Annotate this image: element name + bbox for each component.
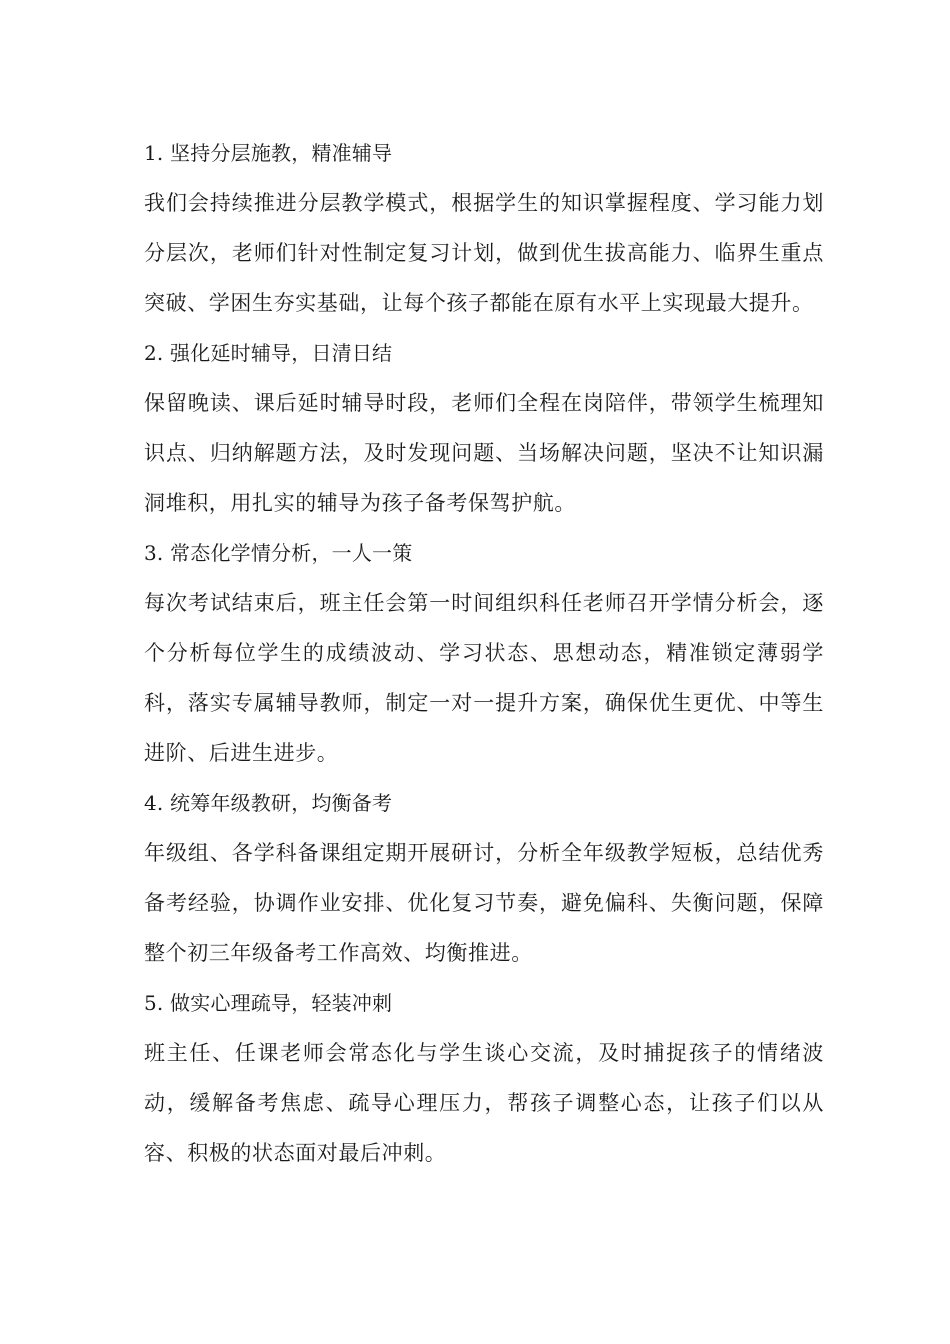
section-3-heading: 3. 常态化学情分析，一人一策 (144, 541, 413, 565)
section-4-heading: 4. 统筹年级教研，均衡备考 (144, 791, 393, 815)
section-1-paragraph: 我们会持续推进分层教学模式，根据学生的知识掌握程度、学习能力划分层次，老师们针对性制定复习计划，做到优生拔高能力、临界生重点突破、学困生夯实基础，让每个孩子都能在原有水平上实现最大提升。 (144, 191, 824, 315)
section-2-heading: 2. 强化延时辅导，日清日结 (144, 341, 393, 365)
section-5-paragraph: 班主任、任课老师会常态化与学生谈心交流，及时捕捉孩子的情绪波动，缓解备考焦虑、疏导心理压力，帮孩子调整心态，让孩子们以从容、积极的状态面对最后冲刺。 (144, 1041, 824, 1165)
section-5-heading: 5. 做实心理疏导，轻装冲刺 (144, 991, 393, 1015)
document-page (144, 128, 824, 1178)
section-2-paragraph: 保留晚读、课后延时辅导时段，老师们全程在岗陪伴，带领学生梳理知识点、归纳解题方法，及时发现问题、当场解决问题，坚决不让知识漏洞堆积，用扎实的辅导为孩子备考保驾护航。 (144, 391, 824, 515)
section-4-paragraph: 年级组、各学科备课组定期开展研讨，分析全年级教学短板，总结优秀备考经验，协调作业安排、优化复习节奏，避免偏科、失衡问题，保障整个初三年级备考工作高效、均衡推进。 (144, 841, 824, 965)
section-3-paragraph: 每次考试结束后，班主任会第一时间组织科任老师召开学情分析会，逐个分析每位学生的成绩波动、学习状态、思想动态，精准锁定薄弱学科，落实专属辅导教师，制定一对一提升方案，确保优生更优、中等生进阶、后进生进步。 (144, 591, 824, 765)
section-1-heading: 1. 坚持分层施教，精准辅导 (144, 141, 393, 165)
